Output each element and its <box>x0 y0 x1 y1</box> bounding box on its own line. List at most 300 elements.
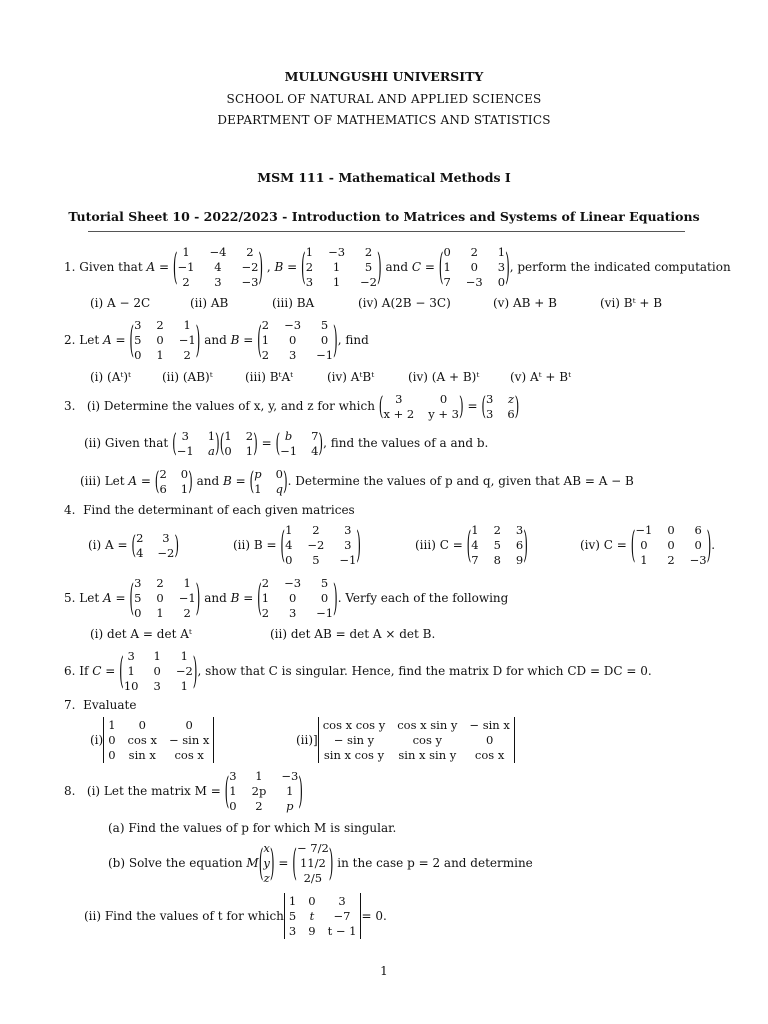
q5-part-ii: (ii) det AB = det A × det B. <box>270 627 436 641</box>
q8-m-label: M = <box>194 784 221 798</box>
q7-ii-determinant-cell: − sin y <box>333 733 375 747</box>
q4-iii <box>415 522 528 568</box>
q4-iii-label: (iii) C = <box>415 538 463 552</box>
q4-i-matrix <box>131 531 179 560</box>
q4-iv-matrix-cell: −1 <box>635 523 653 537</box>
q7-ii-determinant-cell: − sin x <box>469 718 510 732</box>
q8-ii-determinant-cell: 1 <box>288 894 297 908</box>
q4-iii-matrix-cell: 5 <box>493 538 501 552</box>
q3-iii-matrix-a-cell: 1 <box>180 481 189 496</box>
q3-ii-text: (ii) Given that <box>84 436 169 450</box>
q8-matrix-m-cell: 1 <box>229 784 237 798</box>
right-paren: ) <box>376 245 382 289</box>
q7-ii-determinant <box>318 717 515 763</box>
right-paren: ) <box>333 318 338 362</box>
q7-i-determinant-cell: 0 <box>108 733 116 747</box>
left-paren: ( <box>280 523 286 567</box>
q3-iii-matrix-a <box>155 467 193 496</box>
q2-part-ii: (ii) (AB)ᵗ <box>162 370 213 384</box>
left-paren: ( <box>481 391 487 421</box>
q1-matrix-b-cell: −2 <box>360 275 377 289</box>
q3-ii-post: , find the values of a and b. <box>323 436 489 450</box>
q4-iv-matrix-cell: −3 <box>689 553 707 567</box>
q4-iv-matrix-cell: 0 <box>667 523 675 537</box>
right-paren: ) <box>253 428 258 458</box>
q4-ii <box>233 522 361 568</box>
q1-matrix-a-cell: −4 <box>209 245 227 259</box>
question-7 <box>64 699 136 711</box>
school-name: SCHOOL OF NATURAL AND APPLIED SCIENCES <box>226 92 542 106</box>
q1-part-ii: (ii) AB <box>190 296 229 310</box>
left-paren: ( <box>630 523 636 567</box>
q2-matrix-a-cell: 0 <box>156 333 164 347</box>
q8-matrix-m-cell: 2 <box>255 799 263 813</box>
q6-matrix-c-cell: 10 <box>123 679 139 693</box>
left-paren: ( <box>378 391 384 421</box>
q4-ii-matrix-cell: 5 <box>312 553 320 567</box>
q1-matrix-b-cell: 3 <box>305 275 314 289</box>
q4-ii-matrix-cell: −2 <box>307 538 325 552</box>
q1-matrix-b-cell: 1 <box>332 260 341 274</box>
q8-matrix-m-cell: 1 <box>286 784 294 798</box>
q2-matrix-b-cell: −3 <box>284 318 302 332</box>
q4-i-matrix-cell: −2 <box>157 545 175 560</box>
q3-i-right-matrix-cell: z <box>507 391 515 406</box>
q8-matrix-m <box>225 769 303 813</box>
q2-matrix-b-cell: 2 <box>261 348 270 362</box>
q4-iv-matrix-cell: 0 <box>640 538 648 552</box>
q1-matrix-a-cell: 2 <box>246 245 254 259</box>
q3-ii-matrix-1 <box>172 429 220 458</box>
q5-and: and <box>204 591 227 605</box>
q5-matrix-b-cell: −1 <box>316 606 334 620</box>
question-6: 6. If C = ( 3 1 1 1 0 −2 10 3 1 ) , show that C is singular. Hence, find the matrix D for which CD = DC = 0. <box>64 649 652 693</box>
q3-iii-matrix-a-cell: 2 <box>159 466 167 481</box>
q7-ii-determinant-cell: 0 <box>485 733 494 747</box>
q4-iv-matrix-cell: 6 <box>694 523 702 537</box>
q2-matrix-b-cell: 3 <box>288 348 297 362</box>
q4-end: . <box>711 538 716 552</box>
right-paren: ) <box>328 841 334 885</box>
department-name: DEPARTMENT OF MATHEMATICS AND STATISTICS <box>217 113 551 127</box>
q3-iii-matrix-b <box>250 467 288 496</box>
q4-iii-matrix-cell: 1 <box>471 523 479 537</box>
q4-iv-matrix-cell: 0 <box>694 538 702 552</box>
q3-iii-matrix-b-cell: 1 <box>254 481 262 496</box>
q2-matrix-b-cell: 5 <box>320 318 329 332</box>
left-paren: ( <box>466 523 472 567</box>
q8-b-vector-cell: y <box>263 856 270 870</box>
q1-matrix-a-cell: −2 <box>241 260 259 274</box>
q2-matrix-a-cell: 1 <box>156 348 164 362</box>
q4-text: Find the determinant of each given matrices <box>83 503 355 517</box>
title-rule <box>88 231 685 232</box>
q1-and: and <box>385 260 409 274</box>
q3-iii-matrix-b-cell: 0 <box>275 466 283 481</box>
q6-matrix-c-cell: 1 <box>180 649 188 663</box>
q8-b-post: in the case p = 2 and determine <box>337 856 533 870</box>
right-paren: ) <box>298 769 303 813</box>
q8-ii-determinant-cell: t − 1 <box>327 924 357 938</box>
q3-iii-matrix-b-cell: p <box>254 466 262 481</box>
q2-matrix-b-cell: 0 <box>288 333 297 347</box>
q3-ii-matrix-2-cell: 1 <box>224 428 232 443</box>
q5-pre: Let <box>79 591 100 605</box>
q7-i-determinant-cell: 0 <box>185 718 193 732</box>
q1-post: , perform the indicated computation <box>509 260 731 274</box>
q1-matrix-a <box>173 245 263 289</box>
q1-matrix-b-cell: 1 <box>332 275 341 289</box>
q5-matrix-a-cell: 3 <box>134 576 142 590</box>
right-paren: ) <box>706 523 712 567</box>
q5-matrix-a-cell: 2 <box>156 576 164 590</box>
q2-matrix-a-cell: 2 <box>183 348 191 362</box>
q4-iii-matrix-cell: 2 <box>493 523 501 537</box>
q4-iii-matrix-cell: 8 <box>493 553 501 567</box>
q3-iii-matrix-a-cell: 6 <box>159 481 167 496</box>
q3-i-left-matrix-cell: y + 3 <box>428 406 459 421</box>
question-5: 5. Let A = ( 3 2 1 5 0 −1 0 1 2 ) and B = ( 2 −3 5 1 0 0 2 3 −1 ) . Verfy each of the following <box>64 576 509 620</box>
question-2: 2. Let A = ( 3 2 1 5 0 −1 0 1 2 ) and B = ( 2 −3 5 1 0 0 2 3 −1 ) , find <box>64 318 369 362</box>
right-paren: ) <box>458 391 464 421</box>
q6-matrix-c-cell: 1 <box>153 649 161 663</box>
q8-ii-determinant-cell: 3 <box>288 924 297 938</box>
q1-matrix-c-cell: 0 <box>497 275 506 289</box>
left-paren: ( <box>275 428 281 458</box>
q3-iii-text: (iii) Let <box>80 474 125 488</box>
q7-i-label: (i) <box>90 733 104 747</box>
q8-matrix-m-cell: 1 <box>255 769 263 783</box>
q8-ii-determinant-cell: t <box>309 909 315 923</box>
q2-matrix-a-cell: 0 <box>134 348 142 362</box>
q6-matrix-c <box>119 649 197 693</box>
q1-matrix-b-cell: 5 <box>364 260 373 274</box>
question-3-i: 3. (i) Determine the values of x, y, and z for which ( 3 0 x + 2 y + 3 ) = ( 3 z 3 6 ) <box>64 391 520 421</box>
q5-matrix-b-cell: 3 <box>288 606 297 620</box>
course-title: MSM 111 - Mathematical Methods I <box>257 170 511 185</box>
q5-matrix-a-cell: 2 <box>183 606 191 620</box>
q7-i-determinant-cell: 0 <box>138 718 146 732</box>
page-number: 1 <box>380 964 388 978</box>
q8-matrix-m-cell: 2p <box>251 784 267 798</box>
q1-matrix-c-cell: 3 <box>497 260 506 274</box>
q4-ii-matrix-cell: −1 <box>339 553 357 567</box>
q3-i-text: (i) Determine the values of x, y, and z for which <box>86 399 375 413</box>
q1-matrix-c-cell: 7 <box>443 275 451 289</box>
q3-ii-matrix-1-cell: −1 <box>176 443 194 458</box>
q3-ii-matrix-2-cell: 0 <box>224 443 232 458</box>
q2-and: and <box>204 333 227 347</box>
q8-matrix-m-cell: p <box>286 799 294 813</box>
q3-ii-matrix-2 <box>220 429 258 458</box>
q1-part-i: (i) A − 2C <box>90 296 151 310</box>
q3-ii-matrix-1-cell: a <box>207 443 215 458</box>
q4-iv-label: (iv) C = <box>580 538 627 552</box>
q4-iii-matrix-cell: 9 <box>515 553 524 567</box>
q5-matrix-b-cell: 1 <box>261 591 270 605</box>
question-3-iii: (iii) Let A = ( 2 0 6 1 ) and B = ( p 0 1 q ) . Determine the values of p and q, given that AB = A − B <box>80 466 634 496</box>
q3-i-right-matrix-cell: 6 <box>507 406 515 421</box>
q5-matrix-a-cell: 1 <box>156 606 164 620</box>
q2-matrix-b-cell: 0 <box>320 333 329 347</box>
q4-i-label: (i) A = <box>88 538 128 552</box>
q2-part-iv: (iv) AᵗBᵗ <box>327 370 375 384</box>
q3-number: 3. <box>64 399 76 413</box>
right-paren: ) <box>195 576 201 620</box>
q8-b-vector-cell: z <box>263 871 270 885</box>
left-paren: ( <box>129 318 135 362</box>
q3-ii-result-matrix-cell: b <box>284 428 293 443</box>
q4-i-matrix-cell: 4 <box>136 545 144 560</box>
q2-matrix-a <box>129 318 200 362</box>
q7-i-determinant-cell: cos x <box>127 733 157 747</box>
left-paren: ( <box>249 466 255 496</box>
q1-matrix-a-cell: −3 <box>241 275 259 289</box>
q5-part-i: (i) det A = det Aᵗ <box>90 627 192 641</box>
q7-i-determinant-cell: 1 <box>108 718 116 732</box>
left-paren: ( <box>224 769 230 813</box>
q3-iii-post: . Determine the values of p and q, given that AB = A − B <box>287 474 634 488</box>
q8-ii-determinant-cell: 5 <box>288 909 297 923</box>
q3-i-left-matrix <box>379 392 464 421</box>
tutorial-sheet-title: Tutorial Sheet 10 - 2022/2023 - Introduction to Matrices and Systems of Linear Equations <box>68 209 700 224</box>
q2-matrix-a-cell: −1 <box>178 333 196 347</box>
q2-matrix-b-cell: 1 <box>261 333 270 347</box>
q7-number: 7. <box>64 698 76 712</box>
left-paren: ( <box>258 841 264 885</box>
q4-ii-matrix-cell: 3 <box>344 523 352 537</box>
q5-matrix-a-cell: 1 <box>183 576 191 590</box>
q1-pre: Given that <box>79 260 143 274</box>
q1-matrix-c-cell: 2 <box>470 245 478 259</box>
q4-iv-matrix-cell: 1 <box>640 553 648 567</box>
left-paren: ( <box>438 245 444 289</box>
q5-matrix-b-cell: 2 <box>261 576 270 590</box>
left-paren: ( <box>257 318 262 362</box>
right-paren: ) <box>282 466 288 496</box>
q1-part-iii: (iii) BA <box>272 296 315 310</box>
right-paren: ) <box>523 523 528 567</box>
q1-matrix-b-cell: 2 <box>364 245 373 259</box>
q3-ii-result-matrix <box>275 429 323 458</box>
q1-matrix-b <box>301 245 382 289</box>
left-paren: ( <box>301 245 306 289</box>
q4-iii-matrix <box>467 523 528 567</box>
q8-matrix-m-cell: 3 <box>229 769 237 783</box>
q5-matrix-b <box>257 576 338 620</box>
q8-ii-determinant-cell: 0 <box>308 894 316 908</box>
left-paren: ( <box>154 466 160 496</box>
left-paren: ( <box>172 245 178 289</box>
q3-i-right-matrix-cell: 3 <box>486 391 494 406</box>
right-paren: ) <box>505 245 510 289</box>
q7-ii-determinant-cell: sin x cos y <box>323 748 385 762</box>
q6-number: 6. <box>64 664 76 678</box>
q3-i-left-matrix-cell: 0 <box>439 391 448 406</box>
q8-b-vector-cell: x <box>263 841 270 855</box>
q4-iii-matrix-cell: 7 <box>471 553 479 567</box>
left-paren: ( <box>129 576 135 620</box>
q7-ii-label: (ii)] <box>296 733 318 747</box>
q5-matrix-b-cell: −3 <box>284 576 302 590</box>
right-paren: ) <box>514 391 520 421</box>
right-paren: ) <box>174 530 180 560</box>
q4-iii-matrix-cell: 4 <box>471 538 479 552</box>
q4-number: 4. <box>64 503 76 517</box>
q1-matrix-c <box>439 245 510 289</box>
q1-number: 1. <box>64 260 76 274</box>
q8-ii-text: (ii) Find the values of t for which <box>84 909 284 923</box>
q8-matrix-m-cell: 0 <box>229 799 237 813</box>
q3-ii-matrix-1-cell: 3 <box>181 428 189 443</box>
left-paren: ( <box>219 428 225 458</box>
q4-ii-matrix-cell: 0 <box>285 553 293 567</box>
q7-i <box>90 717 214 763</box>
q7-ii-determinant-cell: sin x sin y <box>398 748 457 762</box>
q8-ii-determinant <box>284 893 362 939</box>
q8-b-m: M <box>246 856 259 870</box>
q8-matrix-m-cell: −3 <box>281 769 299 783</box>
q3-i-left-matrix-cell: x + 2 <box>383 406 415 421</box>
q2-pre: Let <box>79 333 100 347</box>
q2-matrix-b <box>257 318 338 362</box>
q5-post: . Verfy each of the following <box>337 591 509 605</box>
q7-ii-determinant-cell: cos x sin y <box>397 718 458 732</box>
right-paren: ) <box>356 523 361 567</box>
q1-matrix-b-cell: 2 <box>305 260 314 274</box>
right-paren: ) <box>333 576 338 620</box>
q4-iv <box>580 522 715 568</box>
q8-b-vector <box>259 841 275 885</box>
q7-ii <box>296 717 515 763</box>
q2-matrix-a-cell: 2 <box>156 318 164 332</box>
right-paren: ) <box>318 428 324 458</box>
q1-part-iv: (iv) A(2B − 3C) <box>358 296 451 310</box>
q8-i-text: (i) Let the matrix <box>86 784 191 798</box>
right-paren: ) <box>215 428 220 458</box>
q7-i-determinant-cell: 0 <box>108 748 116 762</box>
right-paren: ) <box>192 649 198 693</box>
q1-matrix-a-cell: −1 <box>177 260 195 274</box>
q6-matrix-c-cell: 0 <box>153 664 161 678</box>
q8-ii-determinant-cell: 3 <box>338 894 346 908</box>
question-3-ii: (ii) Given that ( 3 1 −1 a ) ( 1 2 0 1 ) = ( b 7 −1 4 ) , find the values of a and b. <box>84 428 489 458</box>
q2-matrix-a-cell: 1 <box>183 318 191 332</box>
q6-matrix-c-cell: −2 <box>175 664 193 678</box>
q8-b-rhs-vector-cell: − 7/2 <box>296 841 329 855</box>
q5-matrix-a-cell: −1 <box>178 591 196 605</box>
q8-a: (a) Find the values of p for which M is singular. <box>108 821 397 835</box>
q3-i-right-matrix <box>481 392 519 421</box>
right-paren: ) <box>188 466 193 496</box>
q5-matrix-b-cell: 0 <box>320 591 329 605</box>
q1-matrix-c-cell: 1 <box>443 260 451 274</box>
q8-ii-determinant-cell: −7 <box>333 909 351 923</box>
q8-ii-post: = 0. <box>361 909 387 923</box>
q1-matrix-a-cell: 1 <box>182 245 190 259</box>
q4-ii-matrix <box>280 523 361 567</box>
q8-b-rhs-vector <box>292 841 333 885</box>
q1-matrix-a-cell: 3 <box>214 275 222 289</box>
left-paren: ( <box>292 841 297 885</box>
q3-iii-matrix-b-cell: q <box>275 481 283 496</box>
q8-number: 8. <box>64 784 76 798</box>
q1-matrix-c-cell: 1 <box>497 245 506 259</box>
q1-part-vi: (vi) Bᵗ + B <box>600 296 663 310</box>
q4-i <box>88 522 179 568</box>
q4-i-matrix-cell: 2 <box>136 530 144 545</box>
q1-part-v: (v) AB + B <box>493 296 557 310</box>
q2-number: 2. <box>64 333 76 347</box>
q7-i-determinant <box>103 717 214 763</box>
q6-post: , show that C is singular. Hence, find the matrix D for which CD = DC = 0. <box>197 664 652 678</box>
q7-i-determinant-cell: − sin x <box>168 733 210 747</box>
q6-matrix-c-cell: 1 <box>127 664 135 678</box>
q3-i-right-matrix-cell: 3 <box>486 406 494 421</box>
q5-matrix-b-cell: 2 <box>261 606 270 620</box>
q7-i-determinant-cell: sin x <box>128 748 156 762</box>
q3-ii-matrix-2-cell: 1 <box>245 443 254 458</box>
university-name: MULUNGUSHI UNIVERSITY <box>284 69 484 84</box>
q5-matrix-a-cell: 0 <box>156 591 164 605</box>
q2-part-i: (i) (Aᵗ)ᵗ <box>90 370 131 384</box>
q2-post: , find <box>337 333 369 347</box>
q2-matrix-b-cell: −1 <box>316 348 334 362</box>
q3-ii-matrix-1-cell: 1 <box>207 428 216 443</box>
q2-part-iv-b: (iv) (A + B)ᵗ <box>408 370 480 384</box>
q5-matrix-b-cell: 0 <box>288 591 297 605</box>
q7-ii-determinant-cell: cos y <box>412 733 443 747</box>
right-paren: ) <box>269 841 275 885</box>
q1-matrix-c-cell: 0 <box>443 245 451 259</box>
q4-iv-matrix-cell: 2 <box>667 553 675 567</box>
q1-matrix-a-cell: 4 <box>214 260 222 274</box>
left-paren: ( <box>257 576 262 620</box>
q2-matrix-b-cell: 2 <box>261 318 270 332</box>
q6-matrix-c-cell: 3 <box>153 679 161 693</box>
left-paren: ( <box>119 649 124 693</box>
q2-matrix-a-cell: 5 <box>134 333 142 347</box>
question-8-i <box>64 768 303 814</box>
left-paren: ( <box>131 530 137 560</box>
q6-matrix-c-cell: 1 <box>180 679 188 693</box>
q4-ii-label: (ii) B = <box>233 538 277 552</box>
q2-part-v: (v) Aᵗ + Bᵗ <box>510 370 572 384</box>
q3-ii-result-matrix-cell: 4 <box>311 443 319 458</box>
q7-text: Evaluate <box>83 698 137 712</box>
right-paren: ) <box>258 245 264 289</box>
left-paren: ( <box>172 428 177 458</box>
question-4 <box>64 504 355 516</box>
q5-matrix-a <box>129 576 200 620</box>
q3-iii-matrix-a-cell: 0 <box>180 466 189 481</box>
q4-ii-matrix-cell: 3 <box>344 538 352 552</box>
q4-iv-matrix <box>631 523 712 567</box>
q3-ii-matrix-2-cell: 2 <box>245 428 254 443</box>
q8-b-rhs-vector-cell: 11/2 <box>299 856 326 870</box>
q8-ii <box>84 893 387 939</box>
q4-iii-matrix-cell: 6 <box>515 538 524 552</box>
q4-ii-matrix-cell: 2 <box>312 523 320 537</box>
q4-i-matrix-cell: 3 <box>162 530 170 545</box>
q1-matrix-b-cell: 1 <box>305 245 314 259</box>
q4-iii-matrix-cell: 3 <box>515 523 524 537</box>
question-1: 1. Given that A = ( 1 −4 2 −1 4 −2 2 3 −3 ) , B = ( 1 −3 2 2 1 5 3 1 −2 ) and C = ( 0 2 1 1 0 3 7 −3 0 ) , perform the indicated computation <box>64 245 731 289</box>
q7-ii-determinant-cell: cos x cos y <box>322 718 386 732</box>
q4-ii-matrix-cell: 4 <box>285 538 293 552</box>
q8-ii-determinant-cell: 9 <box>308 924 316 938</box>
q2-matrix-a-cell: 3 <box>134 318 142 332</box>
